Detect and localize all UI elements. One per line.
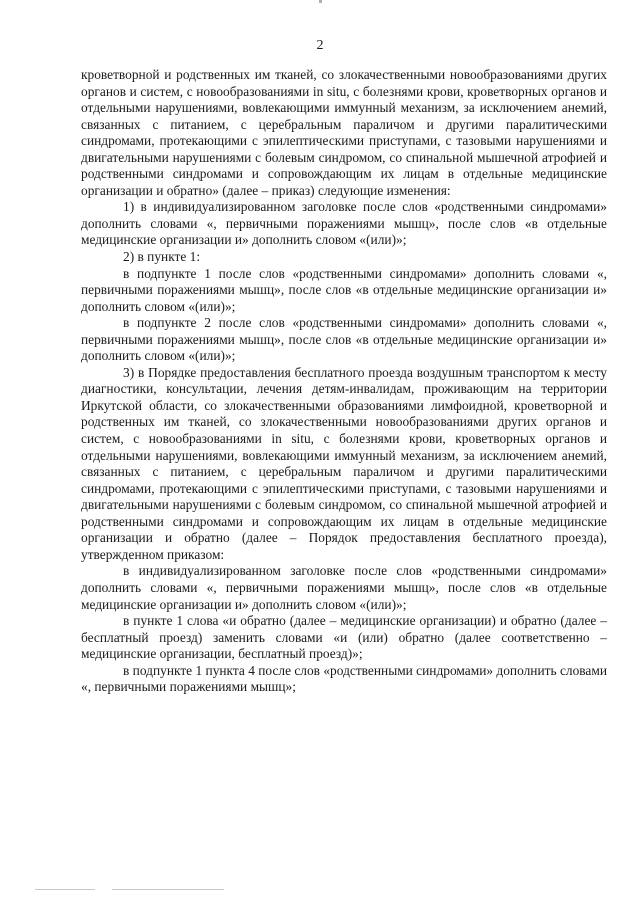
paragraph-point-4-change: в подпункте 1 пункта 4 после слов «родственными синдромами» дополнить словами «, первичными поражениями мышц»; [81,662,607,695]
paragraph-point-1-change: в пункте 1 слова «и обратно (далее – медицинские организации) и обратно (далее – бесплатный проезд) заменить словами «и (или) обратно (далее соответственно – медицинские организации, бесплатный проезд)»; [81,613,607,662]
paragraph-item-3: 3) в Порядке предоставления бесплатного проезда воздушным транспортом к месту диагностики, консультации, лечения детям-инвалидам, проживающим на территории Иркутской области, со злокачественными образованиями лимфоидной, кроветворной и родственных им тканей, со злокачественными новообразованиями других органов и систем, с новообразованиями in situ, с болезнями крови, кроветворных органов и отдельными нарушениями, вовлекающими иммунный механизм, за исключением анемий, связанных с питанием, с церебральным параличом и другими паралитическими синдромами, протекающими с эпилептическими приступами, с тазовыми нарушениями и двигательными нарушениями с болевым синдромом, со спинальной мышечной атрофией и родственными синдромами и сопровождающим их лицам в отдельные медицинские организации и обратно (далее – Порядок предоставления бесплатного проезда), утвержденном приказом: [81,364,607,562]
scan-artifact-top [319,0,322,3]
paragraph-item-1: 1) в индивидуализированном заголовке после слов «родственными синдромами» дополнить словами «, первичными поражениями мышц», после слов «в отдельные медицинские организации и» дополнить словом «(или)»; [81,199,607,248]
paragraph-heading-change: в индивидуализированном заголовке после слов «родственными синдромами» дополнить словами «, первичными поражениями мышц», после слов «в отдельные медицинские организации и» дополнить словом «(или)»; [81,563,607,612]
paragraph-subitem-2: в подпункте 2 после слов «родственными синдромами» дополнить словами «, первичными поражениями мышц», после слов «в отдельные медицинские организации и» дополнить словом «(или)»; [81,315,607,364]
page-number: 2 [316,38,324,53]
paragraph-continuation: кроветворной и родственных им тканей, со злокачественными новообразованиями других органов и систем, с новообразованиями in situ, с болезнями крови, кроветворных органов и отдельными нарушениями, вовлекающими иммунный механизм, за исключением анемий, связанных с питанием, с церебральным параличом и другими паралитическими синдромами, протекающими с эпилептическими приступами, с тазовыми нарушениями и двигательными нарушениями с болевым синдромом, со спинальной мышечной атрофией и родственными синдромами и сопровождающим их лицам в отдельные медицинские организации и обратно» (далее – приказ) следующие изменения: [81,67,607,198]
document-body [81,67,607,696]
paragraph-subitem-1: в подпункте 1 после слов «родственными синдромами» дополнить словами «, первичными поражениями мышц», после слов «в отдельные медицинские организации и» дополнить словом «(или)»; [81,265,607,314]
scan-artifact-bottom-right [112,889,224,890]
paragraph-item-2: 2) в пункте 1: [123,249,201,265]
scan-artifact-bottom-left [35,889,95,890]
